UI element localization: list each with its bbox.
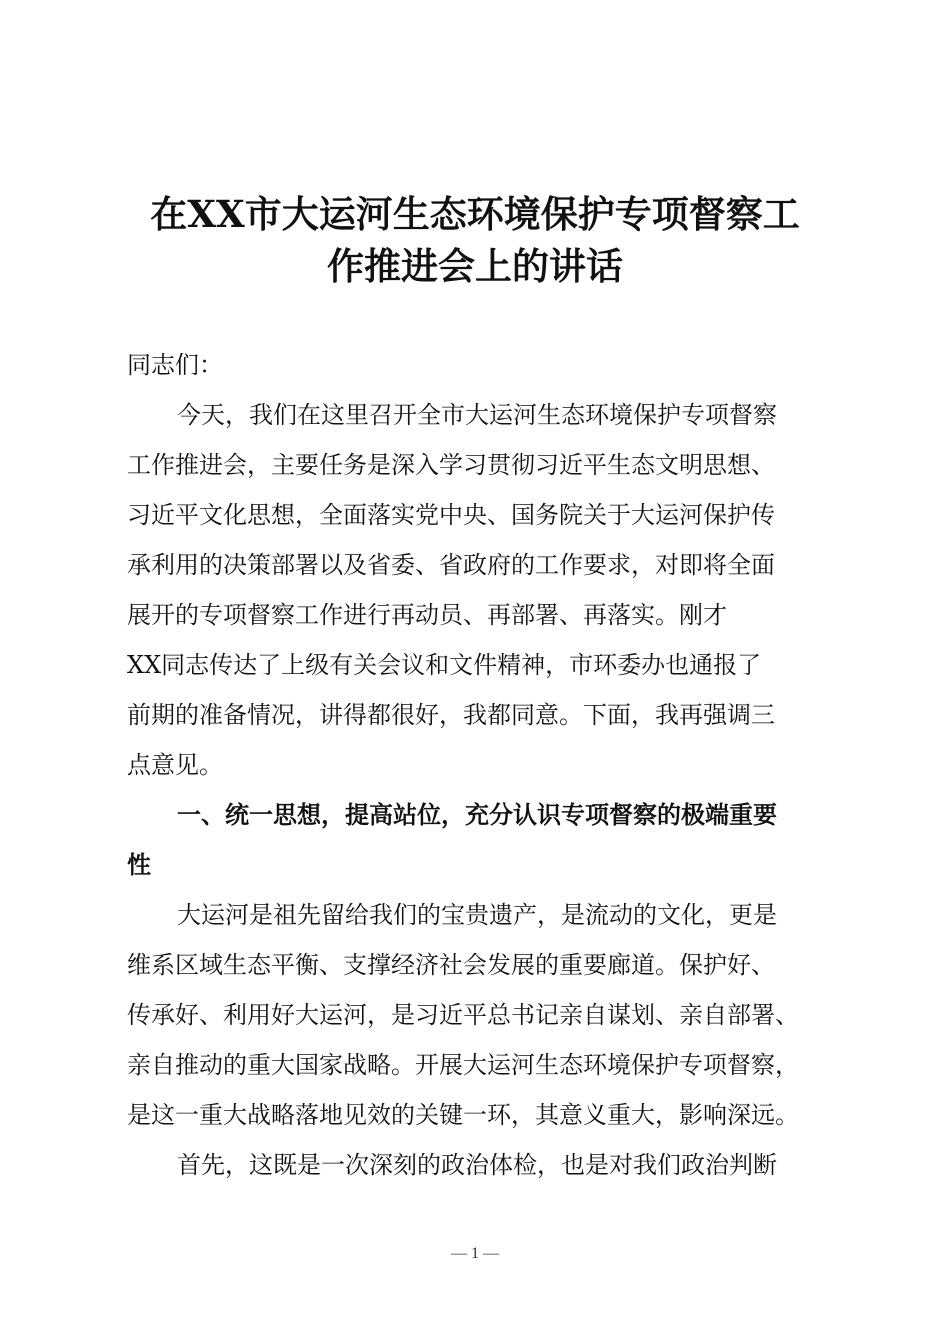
paragraph-line: 展开的专项督察工作进行再动员、再部署、再落实。刚才 [127, 601, 727, 629]
paragraph-line: 亲自推动的重大国家战略。开展大运河生态环境保护专项督察， [127, 1051, 799, 1079]
page-number: — 1 — [451, 1245, 499, 1262]
paragraph-line: 是这一重大战略落地见效的关键一环，其意义重大，影响深远。 [127, 1101, 799, 1129]
title-line: 作推进会上的讲话 [327, 244, 623, 288]
paragraph-grand-canal [127, 890, 847, 1140]
document-title [120, 188, 830, 292]
paragraph-line: 今天，我们在这里召开全市大运河生态环境保护专项督察 [177, 401, 777, 429]
paragraph-intro [127, 390, 847, 790]
heading-line: 一、统一思想，提高站位，充分认识专项督察的极端重要 [177, 801, 777, 829]
section-heading-1 [127, 790, 847, 890]
paragraph-first-point [127, 1140, 847, 1190]
title-line: 在XX市大运河生态环境保护专项督察工 [150, 192, 800, 236]
paragraph-line: 承利用的决策部署以及省委、省政府的工作要求，对即将全面 [127, 551, 775, 579]
salutation: 同志们： [127, 351, 223, 379]
paragraph-line: 首先，这既是一次深刻的政治体检，也是对我们政治判断 [177, 1151, 777, 1179]
paragraph-line: 大运河是祖先留给我们的宝贵遗产，是流动的文化，更是 [177, 901, 777, 929]
paragraph-line: 维系区域生态平衡、支撑经济社会发展的重要廊道。保护好、 [127, 951, 775, 979]
paragraph-line: 点意见。 [127, 751, 223, 779]
paragraph-line: 工作推进会，主要任务是深入学习贯彻习近平生态文明思想、 [127, 451, 775, 479]
paragraph-line: 习近平文化思想，全面落实党中央、国务院关于大运河保护传 [127, 501, 775, 529]
document-body [127, 340, 847, 1190]
paragraph-line: 传承好、利用好大运河，是习近平总书记亲自谋划、亲自部署、 [127, 1001, 799, 1029]
paragraph-line: XX同志传达了上级有关会议和文件精神，市环委办也通报了 [127, 651, 762, 679]
heading-line: 性 [127, 851, 151, 879]
paragraph-line: 前期的准备情况，讲得都很好，我都同意。下面，我再强调三 [127, 701, 775, 729]
